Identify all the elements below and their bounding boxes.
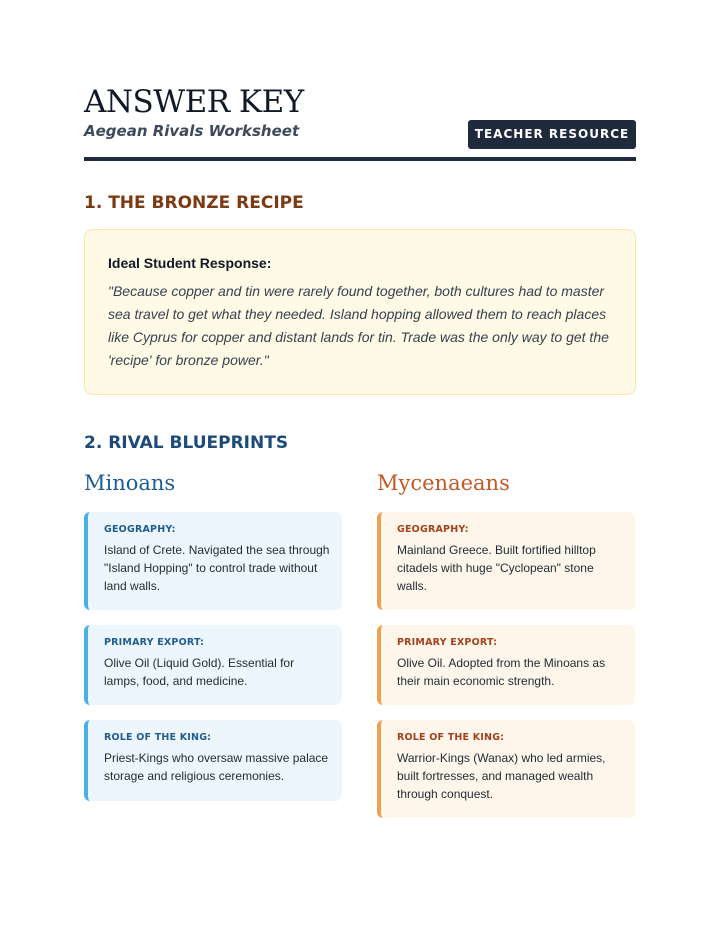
card-text: Mainland Greece. Built fortified hilltop citadels with huge "Cyclopean" stone walls. <box>397 543 596 593</box>
section-heading-rival-blueprints: 2. RIVAL BLUEPRINTS <box>84 433 289 453</box>
minoan-king-card <box>84 720 342 801</box>
student-response-callout <box>84 229 636 395</box>
card-text: Island of Crete. Navigated the sea through "Island Hopping" to control trade without land walls. <box>104 543 330 593</box>
mycenaean-king-card <box>377 720 635 818</box>
card-text: Priest-Kings who oversaw massive palace storage and religious ceremonies. <box>104 751 329 783</box>
card-label: GEOGRAPHY: <box>397 524 469 535</box>
mycenaeans-title: Mycenaeans <box>377 471 510 495</box>
callout-label: Ideal Student Response: <box>108 255 272 271</box>
mycenaean-export-card <box>377 625 635 705</box>
card-text: Olive Oil (Liquid Gold). Essential for lamps, food, and medicine. <box>104 656 295 688</box>
teacher-resource-badge: TEACHER RESOURCE <box>468 120 636 149</box>
card-text: Warrior-Kings (Wanax) who led armies, built fortresses, and managed wealth through conquest. <box>397 751 606 801</box>
page-subtitle: Aegean Rivals Worksheet <box>84 122 300 140</box>
header <box>84 84 636 162</box>
card-label: PRIMARY EXPORT: <box>104 637 205 648</box>
header-divider <box>84 157 636 161</box>
card-text: Olive Oil. Adopted from the Minoans as their main economic strength. <box>397 656 606 688</box>
card-label: ROLE OF THE KING: <box>397 732 505 743</box>
mycenaean-geography-card <box>377 512 635 610</box>
minoan-export-card <box>84 625 342 705</box>
minoans-title: Minoans <box>84 471 176 495</box>
card-label: ROLE OF THE KING: <box>104 732 212 743</box>
page-title: ANSWER KEY <box>84 84 304 120</box>
card-label: PRIMARY EXPORT: <box>397 637 498 648</box>
section-heading-bronze-recipe: 1. THE BRONZE RECIPE <box>84 193 304 213</box>
card-label: GEOGRAPHY: <box>104 524 176 535</box>
minoan-geography-card <box>84 512 342 610</box>
callout-text: "Because copper and tin were rarely found together, both cultures had to master sea travel to get what they needed. Island hopping allowed them to reach places like Cyprus for copper and distant lands for tin. Trade was the only way to get the 'recipe' for bronze power." <box>108 283 609 368</box>
